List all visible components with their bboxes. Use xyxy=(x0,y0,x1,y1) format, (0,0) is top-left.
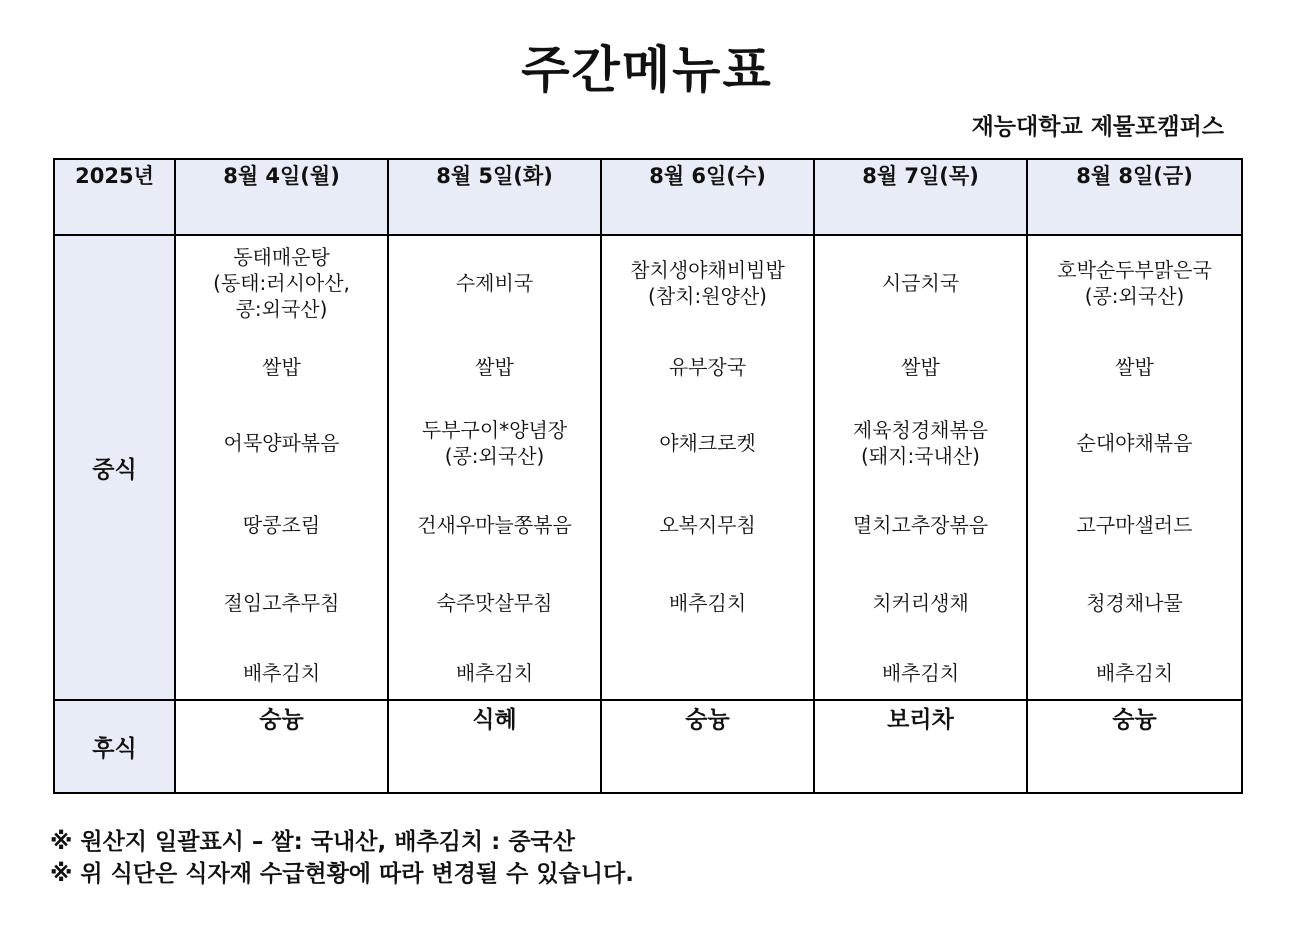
menu-item: 어묵양파볶음 xyxy=(223,431,340,455)
menu-item xyxy=(602,654,813,692)
menu-item: 배추김치 xyxy=(1095,661,1174,685)
menu-item: 유부장국 xyxy=(668,355,747,379)
campus-name: 재능대학교 제물포캠퍼스 xyxy=(971,114,1224,140)
day-header-mon: 8월 4일(월) xyxy=(175,159,388,235)
menu-item: 배추김치 xyxy=(242,661,321,685)
menu-item: 청경채나물 xyxy=(1086,591,1183,615)
change-notice: ※ 위 식단은 식자재 수급현황에 따라 변경될 수 있습니다. xyxy=(50,861,634,887)
weekly-menu-table xyxy=(53,158,1243,794)
menu-item: 배추김치 xyxy=(668,591,747,615)
snack-row xyxy=(54,700,1242,793)
menu-item: 제육청경채볶음 (돼지:국내산) xyxy=(852,418,989,468)
snack-cell-wed: 숭늉 xyxy=(601,700,814,793)
lunch-cell-wed xyxy=(601,235,814,700)
lunch-label: 중식 xyxy=(54,235,175,700)
day-header-fri: 8월 8일(금) xyxy=(1027,159,1242,235)
menu-item: 참치생야채비빔밥 (참치:원양산) xyxy=(630,258,785,308)
menu-item: 땅콩조림 xyxy=(242,513,321,537)
lunch-cell-thu xyxy=(814,235,1027,700)
menu-item: 두부구이*양념장 (콩:외국산) xyxy=(421,418,568,468)
lunch-cell-mon xyxy=(175,235,388,700)
menu-item: 수제비국 xyxy=(455,271,534,295)
snack-label: 후식 xyxy=(54,700,175,793)
snack-cell-tue: 식혜 xyxy=(388,700,601,793)
day-header-thu: 8월 7일(목) xyxy=(814,159,1027,235)
menu-item: 쌀밥 xyxy=(901,355,940,379)
menu-item: 쌀밥 xyxy=(262,355,301,379)
snack-cell-fri: 숭늉 xyxy=(1027,700,1242,793)
snack-cell-thu: 보리차 xyxy=(814,700,1027,793)
menu-item: 야채크로켓 xyxy=(659,431,756,455)
menu-item: 배추김치 xyxy=(881,661,960,685)
menu-item: 치커리생채 xyxy=(872,591,969,615)
menu-item: 절임고추무침 xyxy=(223,591,340,615)
year-header: 2025년 xyxy=(54,159,175,235)
menu-item: 멸치고추장볶음 xyxy=(852,513,989,537)
menu-item: 건새우마늘쫑볶음 xyxy=(417,513,572,537)
day-header-wed: 8월 6일(수) xyxy=(601,159,814,235)
menu-item: 숙주맛살무침 xyxy=(436,591,553,615)
menu-item: 오복지무침 xyxy=(659,513,756,537)
menu-item: 호박순두부맑은국 (콩:외국산) xyxy=(1057,258,1212,308)
menu-item: 시금치국 xyxy=(881,271,960,295)
lunch-cell-tue xyxy=(388,235,601,700)
menu-item: 동태매운탕 (동태:러시아산, 콩:외국산) xyxy=(213,245,350,321)
menu-item: 배추김치 xyxy=(455,661,534,685)
menu-item: 쌀밥 xyxy=(475,355,514,379)
lunch-cell-fri xyxy=(1027,235,1242,700)
lunch-row xyxy=(54,235,1242,700)
menu-item: 쌀밥 xyxy=(1115,355,1154,379)
day-header-tue: 8월 5일(화) xyxy=(388,159,601,235)
origin-note: ※ 원산지 일괄표시 – 쌀: 국내산, 배추김치 : 중국산 xyxy=(50,829,575,855)
snack-cell-mon: 숭늉 xyxy=(175,700,388,793)
footnotes xyxy=(50,826,634,890)
page-title: 주간메뉴표 xyxy=(521,41,773,99)
menu-item: 고구마샐러드 xyxy=(1076,513,1193,537)
menu-item: 순대야채볶음 xyxy=(1076,431,1193,455)
header-row xyxy=(54,159,1242,235)
